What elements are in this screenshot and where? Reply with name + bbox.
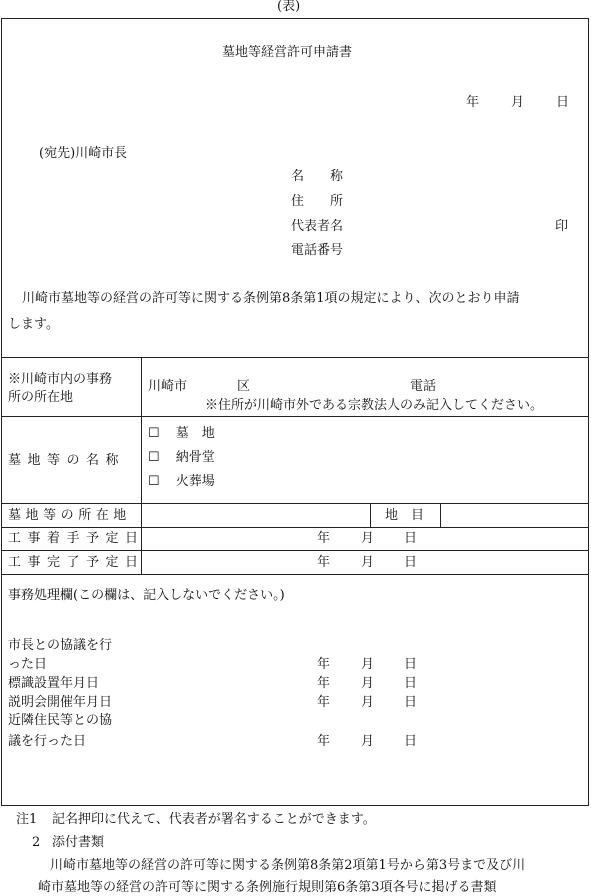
neighbors-month: 月: [361, 734, 375, 749]
sign-month: 月: [361, 676, 375, 691]
facility-name-label: 墓地等の名称: [8, 453, 126, 468]
divider-row-5: [1, 574, 589, 575]
applicant-phone-label: 電話番号: [291, 243, 344, 258]
office-phone-label: 電話: [410, 379, 437, 394]
neighbors-label-line-1: 近隣住民等との協: [8, 713, 113, 728]
consultation-day: 日: [404, 657, 418, 672]
seal-mark: 印: [555, 219, 569, 234]
sign-year: 年: [317, 676, 331, 691]
consultation-label-line-1: 市長との協議を行: [8, 638, 113, 653]
briefing-label: 説明会開催年月日: [8, 695, 113, 710]
land-category-label: 地 目: [385, 508, 425, 523]
date-day-label: 日: [556, 95, 570, 110]
divider-land-left: [370, 503, 371, 527]
start-month-label: 月: [361, 531, 375, 546]
complete-year-label: 年: [317, 555, 331, 570]
office-use-heading: 事務処理欄(この欄は、記入しないでください。): [8, 588, 285, 603]
header-label: (表): [277, 0, 301, 14]
sign-day: 日: [404, 676, 418, 691]
statement-line-1: 川崎市墓地等の経営の許可等に関する条例第8条第1項の規定により、次のとおり申請: [22, 291, 520, 306]
applicant-name-label: 名 称: [291, 169, 344, 184]
note-1-text: 記名押印に代えて、代表者が署名することができます。: [52, 812, 376, 827]
date-month-label: 月: [511, 95, 525, 110]
note-2-text: 添付書類: [52, 835, 105, 850]
option-cemetery[interactable]: [148, 427, 215, 440]
office-location-label-line-1: ※川崎市内の事務: [8, 372, 113, 387]
divider-row-4: [1, 550, 589, 551]
facility-location-label: 墓地等の所在地: [8, 508, 131, 523]
neighbors-year: 年: [317, 734, 331, 749]
option-label: 納骨堂: [175, 450, 215, 465]
divider-row-3: [1, 527, 589, 528]
neighbors-label-line-2: 議を行った日: [8, 734, 87, 749]
note-2-number: 2: [32, 835, 41, 850]
consultation-label-line-2: った日: [8, 657, 48, 672]
briefing-year: 年: [317, 695, 331, 710]
checkbox-icon[interactable]: ☐: [148, 426, 160, 441]
office-location-label-line-2: 所の所在地: [8, 390, 74, 405]
neighbors-day: 日: [404, 734, 418, 749]
option-label: 火葬場: [175, 474, 215, 489]
statement-line-2: します。: [8, 317, 59, 332]
addressee: (宛先)川崎市長: [39, 146, 128, 161]
option-columbarium[interactable]: [148, 451, 215, 464]
divider-land-right: [440, 503, 441, 527]
start-day-label: 日: [404, 531, 418, 546]
checkbox-icon[interactable]: ☐: [148, 450, 160, 465]
office-note: ※住所が川崎市外である宗教法人のみ記入してください。: [205, 398, 544, 413]
briefing-day: 日: [404, 695, 418, 710]
office-ward: 区: [237, 379, 251, 394]
office-city: 川崎市: [148, 379, 188, 394]
date-year-label: 年: [466, 95, 480, 110]
form-title: 墓地等経営許可申請書: [222, 45, 353, 60]
start-year-label: 年: [317, 531, 331, 546]
option-crematorium[interactable]: [148, 475, 215, 488]
note-2-detail-line-2: 崎市墓地等の経営の許可等に関する条例施行規則第6条第3項各号に掲げる書類: [38, 880, 497, 895]
divider-row-2: [1, 503, 589, 504]
sign-install-label: 標識設置年月日: [8, 676, 100, 691]
divider-table-top: [1, 357, 589, 358]
complete-day-label: 日: [404, 555, 418, 570]
consultation-month: 月: [361, 657, 375, 672]
consultation-year: 年: [317, 657, 331, 672]
briefing-month: 月: [361, 695, 375, 710]
option-label: 墓 地: [175, 426, 215, 441]
construction-start-label: 工事着手予定日: [8, 531, 145, 546]
construction-complete-label: 工事完了予定日: [8, 555, 145, 570]
checkbox-icon[interactable]: ☐: [148, 474, 160, 489]
note-1-number: 注1: [16, 812, 38, 827]
applicant-representative-label: 代表者名: [291, 219, 344, 234]
note-2-detail-line-1: 川崎市墓地等の経営の許可等に関する条例第8条第2項第1号から第3号まで及び川: [50, 858, 526, 873]
divider-row-1: [1, 416, 589, 417]
applicant-address-label: 住 所: [291, 194, 344, 209]
complete-month-label: 月: [361, 555, 375, 570]
